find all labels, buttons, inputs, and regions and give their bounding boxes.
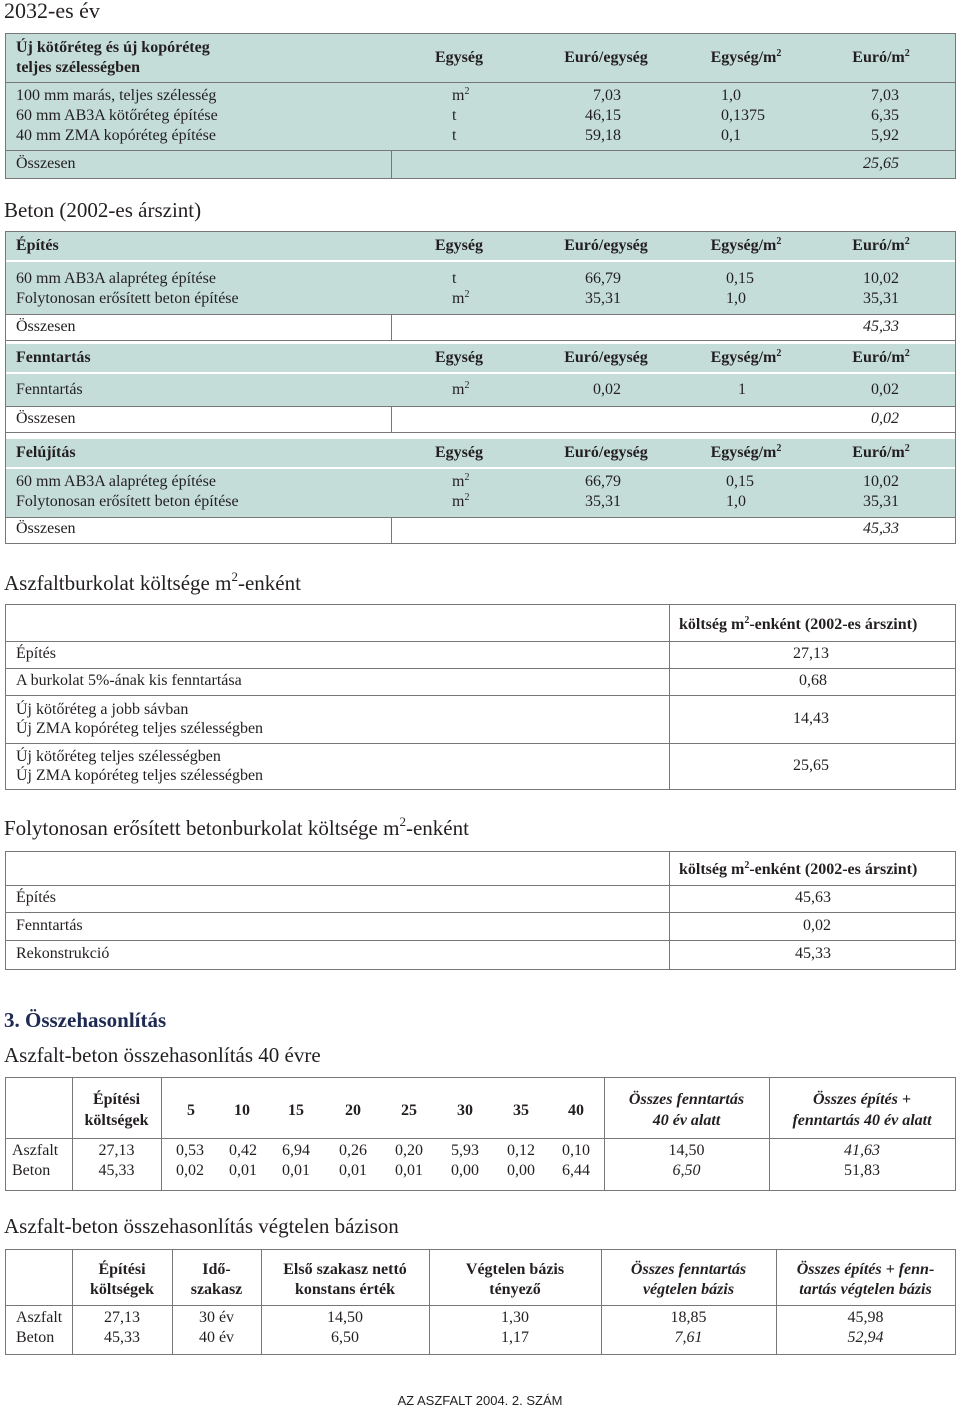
- h-build-1: Építési: [98, 1261, 146, 1278]
- cost-row-label: A burkolat 5%-ának kis fenntartása: [16, 672, 242, 689]
- compinf-row-factor: 1,17: [501, 1329, 529, 1346]
- asphalt-cost-title: Aszfaltburkolat költsége $m^2$-enként: [4, 569, 301, 595]
- row-unit-m2: 0,15: [726, 473, 754, 490]
- total-value: 0,02: [871, 410, 899, 427]
- comp40-row-val: 0,12: [507, 1142, 535, 1159]
- comp40-row-val: 0,00: [451, 1162, 479, 1179]
- asphalt-cost-table: [5, 604, 956, 790]
- maint-header-row: [6, 344, 955, 372]
- compinf-row-period: 30 év: [198, 1309, 235, 1326]
- row-eur-m2: 7,03: [871, 87, 899, 104]
- compinf-row-total: 45,98: [847, 1309, 884, 1326]
- row-name: Folytonosan erősített beton építése: [16, 493, 239, 510]
- row-unit: $m^2$: [452, 289, 470, 307]
- row-eur-m2: 35,31: [863, 290, 899, 307]
- cost-row-label: Fenntartás: [16, 917, 83, 934]
- row-name: Fenntartás: [16, 381, 83, 398]
- col-eur-unit-header: Euró/egység: [564, 49, 648, 66]
- col-eur-m2-header: Euró/$m^2$: [852, 348, 910, 366]
- row-unit-m2: 0,15: [726, 270, 754, 287]
- comp40-row-val: 0,20: [395, 1142, 423, 1159]
- row-unit-m2: 1,0: [726, 290, 746, 307]
- h-year: 20: [345, 1102, 361, 1119]
- cost-row-label: Új kötőréteg teljes szélességben: [16, 748, 221, 765]
- compinf-table: [5, 1249, 956, 1355]
- cost-row-label-2: Új ZMA kopóréteg teljes szélességben: [16, 767, 264, 784]
- build-header-row: [6, 232, 955, 260]
- compinf-row-factor: 1,30: [501, 1309, 529, 1326]
- comparison-heading: 3. Összehasonlítás: [4, 1008, 167, 1032]
- cost-header: költség $m^2$-enként (2002-es árszint): [679, 860, 918, 878]
- comp40-row-build: 45,33: [98, 1162, 135, 1179]
- row-eur-m2: 0,02: [871, 381, 899, 398]
- cost-row-value: 25,65: [793, 757, 829, 774]
- maint-header: Fenntartás: [16, 349, 91, 366]
- asphalt-layer-table: [5, 33, 956, 179]
- row-eur-unit: 66,79: [585, 270, 621, 287]
- compinf-row-period: 40 év: [198, 1329, 235, 1346]
- col-eur-m2-header: Euró/$m^2$: [852, 48, 910, 66]
- h-build-2: költségek: [90, 1281, 154, 1298]
- col-eur-m2-header: Euró/$m^2$: [852, 236, 910, 254]
- comp40-row-build: 27,13: [98, 1142, 135, 1159]
- comp40-row-val: 6,94: [282, 1142, 310, 1159]
- row-unit: $m^2$: [452, 472, 470, 490]
- cost-row-value: 0,68: [799, 672, 827, 689]
- col-unit-header: Egység: [435, 444, 483, 461]
- comp40-row-val: 0,01: [395, 1162, 423, 1179]
- comp40-row-val: 0,00: [507, 1162, 535, 1179]
- compinf-row-name: Beton: [16, 1329, 55, 1346]
- asphalt-table-title-2: teljes szélességben: [16, 59, 140, 76]
- comp40-row-val: 0,01: [229, 1162, 257, 1179]
- row-unit-m2: 1: [738, 381, 746, 398]
- cost-row-value: 14,43: [793, 710, 829, 727]
- col-unit-m2-header: Egység/$m^2$: [710, 48, 782, 66]
- h-maint-2: végtelen bázis: [642, 1281, 735, 1298]
- comp40-row-maint: 14,50: [668, 1142, 705, 1159]
- row-unit: t: [452, 127, 457, 144]
- cost-row-label: Építés: [16, 889, 56, 906]
- comp40-row-name: Beton: [12, 1162, 51, 1179]
- row-name: 40 mm ZMA kopóréteg építése: [16, 127, 216, 144]
- comp40-row-val: 0,02: [176, 1162, 204, 1179]
- compinf-row-total: 52,94: [847, 1329, 884, 1346]
- row-unit-m2: 1,0: [721, 87, 741, 104]
- compinf-title: Aszfalt-beton összehasonlítás végtelen bázison: [4, 1214, 399, 1238]
- compinf-row-build: 45,33: [104, 1329, 140, 1346]
- concrete-cost-title: Folytonosan erősített betonburkolat költsége $m^2$-enként: [4, 814, 469, 840]
- row-eur-unit: 0,02: [593, 381, 621, 398]
- row-eur-m2: 35,31: [863, 493, 899, 510]
- col-unit-m2-header: Egység/$m^2$: [710, 236, 782, 254]
- col-unit-header: Egység: [435, 237, 483, 254]
- comp40-row-val: 0,01: [282, 1162, 310, 1179]
- row-eur-unit: 7,03: [593, 87, 621, 104]
- cost-row-label: Építés: [16, 645, 56, 662]
- comp40-row-val: 0,10: [562, 1142, 590, 1159]
- total-label: Összesen: [16, 410, 76, 427]
- total-value: 25,65: [863, 155, 899, 172]
- row-name: Folytonosan erősített beton építése: [16, 290, 239, 307]
- total-value: 45,33: [863, 520, 899, 537]
- col-unit-header: Egység: [435, 49, 483, 66]
- h-year: 30: [457, 1102, 473, 1119]
- comp40-row-val: 0,26: [339, 1142, 367, 1159]
- compinf-row-npv: 14,50: [327, 1309, 363, 1326]
- concrete-cost-table: [5, 231, 956, 544]
- concrete-section-title: Beton (2002-es árszint): [4, 198, 202, 222]
- page-footer: AZ ASZFALT 2004. 2. SZÁM: [397, 1393, 563, 1408]
- compinf-row-name: Aszfalt: [16, 1309, 63, 1326]
- h-year: 5: [187, 1102, 195, 1119]
- col-unit-header: Egység: [435, 349, 483, 366]
- total-label: Összesen: [16, 318, 76, 335]
- cost-row-value: 45,33: [795, 945, 831, 962]
- total-label: Összesen: [16, 520, 76, 537]
- comp40-row-val: 0,01: [339, 1162, 367, 1179]
- h-factor-2: tényező: [489, 1281, 541, 1298]
- row-eur-m2: 5,92: [871, 127, 899, 144]
- cost-row-label-2: Új ZMA kopóréteg teljes szélességben: [16, 720, 264, 737]
- comp40-table: [5, 1077, 956, 1191]
- total-label: Összesen: [16, 155, 76, 172]
- row-name: 60 mm AB3A kötőréteg építése: [16, 107, 218, 124]
- col-unit-m2-header: Egység/$m^2$: [710, 348, 782, 366]
- row-unit-m2: 0,1375: [721, 107, 765, 124]
- row-unit: t: [452, 270, 457, 287]
- compinf-row-maint: 18,85: [670, 1309, 707, 1326]
- row-name: 60 mm AB3A alapréteg építése: [16, 270, 216, 287]
- comp40-title: Aszfalt-beton összehasonlítás 40 évre: [4, 1043, 321, 1067]
- cost-row-label: Új kötőréteg a jobb sávban: [16, 701, 189, 718]
- h-npv-2: konstans érték: [294, 1281, 395, 1298]
- cost-row-value: 27,13: [793, 645, 829, 662]
- cost-row-value: 45,63: [795, 889, 831, 906]
- comp40-row-val: 6,44: [562, 1162, 590, 1179]
- h-factor-1: Végtelen bázis: [465, 1261, 565, 1278]
- compinf-row-npv: 6,50: [331, 1329, 359, 1346]
- h-year: 10: [234, 1102, 250, 1119]
- row-eur-unit: 35,31: [585, 290, 621, 307]
- h-year: 35: [513, 1102, 529, 1119]
- h-maint-1: Összes fenntartás: [628, 1091, 745, 1108]
- renew-header: Felújítás: [16, 444, 76, 461]
- row-eur-m2: 10,02: [863, 270, 899, 287]
- row-eur-unit: 66,79: [585, 473, 621, 490]
- h-year: 40: [568, 1102, 584, 1119]
- row-unit-m2: 0,1: [721, 127, 741, 144]
- col-unit-m2-header: Egység/$m^2$: [710, 443, 782, 461]
- comp40-row-name: Aszfalt: [12, 1142, 59, 1159]
- row-unit: $m^2$: [452, 380, 470, 398]
- cost-header: költség $m^2$-enként (2002-es árszint): [679, 615, 918, 633]
- total-value: 45,33: [863, 318, 899, 335]
- compinf-row-build: 27,13: [104, 1309, 140, 1326]
- col-eur-unit-header: Euró/egység: [564, 349, 648, 366]
- compinf-row-maint: 7,61: [674, 1329, 703, 1346]
- col-eur-unit-header: Euró/egység: [564, 444, 648, 461]
- asphalt-table-title-1: Új kötőréteg és új kopóréteg: [16, 39, 210, 56]
- h-total-2: tartás végtelen bázis: [799, 1281, 932, 1298]
- row-eur-m2: 6,35: [871, 107, 899, 124]
- h-maint-1: Összes fenntartás: [630, 1261, 747, 1278]
- h-build-1: Építési: [92, 1091, 141, 1108]
- comp40-row-val: 5,93: [451, 1142, 479, 1159]
- h-maint-2: 40 év alatt: [652, 1112, 721, 1129]
- col-eur-unit-header: Euró/egység: [564, 237, 648, 254]
- comp40-row-total: 41,63: [844, 1142, 880, 1159]
- col-eur-m2-header: Euró/$m^2$: [852, 443, 910, 461]
- h-npv-1: Első szakasz nettó: [283, 1261, 407, 1278]
- row-unit-m2: 1,0: [726, 493, 746, 510]
- cost-row-label: Rekonstrukció: [16, 945, 110, 962]
- h-year: 15: [288, 1102, 304, 1119]
- row-name: 100 mm marás, teljes szélesség: [16, 87, 217, 104]
- comp40-row-total: 51,83: [844, 1162, 880, 1179]
- comp40-row-maint: 6,50: [672, 1162, 701, 1179]
- h-period-1: Idő-: [202, 1261, 231, 1278]
- h-year: 25: [401, 1102, 417, 1119]
- comp40-row-val: 0,53: [176, 1142, 204, 1159]
- row-unit: t: [452, 107, 457, 124]
- row-eur-unit: 35,31: [585, 493, 621, 510]
- year-title: 2032-es év: [4, 0, 100, 23]
- row-eur-m2: 10,02: [863, 473, 899, 490]
- h-build-2: költségek: [84, 1112, 149, 1129]
- row-name: 60 mm AB3A alapréteg építése: [16, 473, 216, 490]
- build-header: Építés: [16, 237, 59, 254]
- renew-header-row: [6, 439, 955, 467]
- row-eur-unit: 46,15: [585, 107, 621, 124]
- h-total-1: Összes építés +: [813, 1091, 911, 1108]
- h-period-2: szakasz: [190, 1281, 243, 1298]
- row-eur-unit: 59,18: [585, 127, 621, 144]
- row-unit: $m^2$: [452, 86, 470, 104]
- comp40-row-val: 0,42: [229, 1142, 257, 1159]
- row-unit: $m^2$: [452, 492, 470, 510]
- h-total-2: fenntartás 40 év alatt: [792, 1112, 932, 1129]
- concrete-cost-table: [5, 851, 956, 970]
- cost-row-value: 0,02: [803, 917, 831, 934]
- h-total-1: Összes építés + fenn-: [796, 1261, 935, 1278]
